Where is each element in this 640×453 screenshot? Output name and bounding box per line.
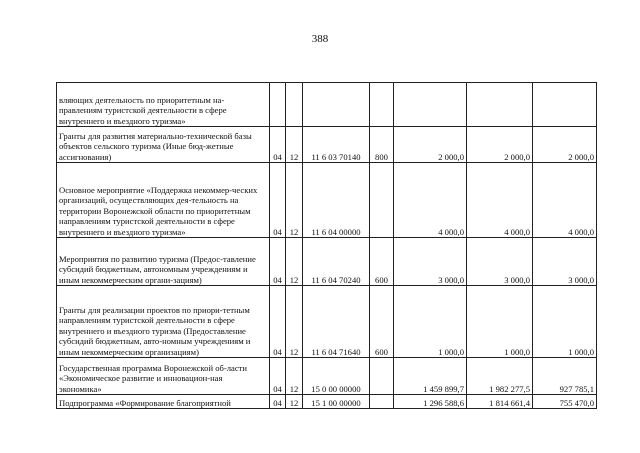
row-section: 04 — [270, 127, 286, 163]
row-expense-type: 800 — [370, 127, 394, 163]
row-amount-1: 2 000,0 — [394, 127, 467, 163]
row-amount-3: 755 470,0 — [533, 395, 597, 409]
row-subsection — [286, 83, 303, 127]
row-name: Мероприятия по развитию туризма (Предос-тавление субсидий бюджетным, автономным учреждениям и иным некоммерческим органи-зациям) — [57, 238, 270, 286]
row-target-code: 11 6 04 00000 — [303, 163, 370, 238]
row-target-code: 11 6 04 71640 — [303, 286, 370, 358]
row-name: Гранты для реализации проектов по приори-тетным направлениям туристской деятельности в сфере внутреннего и въездного туризма (Предоставление субсидий бюджетным, авто-номным учреждениям и иным некоммерческим организациям) — [57, 286, 270, 358]
row-expense-type — [370, 83, 394, 127]
row-amount-1: 1 296 588,6 — [394, 395, 467, 409]
row-amount-1: 3 000,0 — [394, 238, 467, 286]
row-target-code — [303, 83, 370, 127]
budget-table — [56, 82, 597, 409]
row-subsection: 12 — [286, 286, 303, 358]
row-subsection: 12 — [286, 127, 303, 163]
row-amount-2: 3 000,0 — [467, 238, 533, 286]
row-name: Подпрограмма «Формирование благоприятной — [57, 395, 270, 409]
row-target-code: 11 6 04 70240 — [303, 238, 370, 286]
row-section: 04 — [270, 286, 286, 358]
row-subsection: 12 — [286, 358, 303, 395]
row-name: Основное мероприятие «Поддержка некоммер-ческих организаций, осуществляющих дея-тельность на территории Воронежской области по приоритетным направлениям туристской деятельности в сфере внутреннего и въездного туризма» — [57, 163, 270, 238]
row-amount-2: 1 814 661,4 — [467, 395, 533, 409]
row-subsection: 12 — [286, 395, 303, 409]
row-target-code: 15 1 00 00000 — [303, 395, 370, 409]
row-subsection: 12 — [286, 238, 303, 286]
row-amount-1: 1 459 899,7 — [394, 358, 467, 395]
row-amount-1 — [394, 83, 467, 127]
row-section: 04 — [270, 238, 286, 286]
row-amount-2: 4 000,0 — [467, 163, 533, 238]
table-row — [57, 238, 597, 286]
row-name: Государственная программа Воронежской об-ласти «Экономическое развитие и инновацион-ная экономика» — [57, 358, 270, 395]
row-subsection: 12 — [286, 163, 303, 238]
row-section: 04 — [270, 358, 286, 395]
row-amount-3: 927 785,1 — [533, 358, 597, 395]
table-row — [57, 286, 597, 358]
row-amount-3: 1 000,0 — [533, 286, 597, 358]
page-number: 388 — [311, 33, 329, 45]
row-amount-3 — [533, 83, 597, 127]
row-amount-2: 1 982 277,5 — [467, 358, 533, 395]
row-amount-3: 4 000,0 — [533, 163, 597, 238]
row-target-code: 11 6 03 70140 — [303, 127, 370, 163]
row-expense-type — [370, 395, 394, 409]
row-expense-type: 600 — [370, 286, 394, 358]
row-amount-1: 1 000,0 — [394, 286, 467, 358]
table-row — [57, 83, 597, 127]
row-amount-2: 1 000,0 — [467, 286, 533, 358]
row-section: 04 — [270, 395, 286, 409]
row-name: вляющих деятельность по приоритетным на-правлениям туристской деятельности в сфере внутреннего и въездного туризма» — [57, 83, 270, 127]
row-amount-2: 2 000,0 — [467, 127, 533, 163]
row-amount-3: 2 000,0 — [533, 127, 597, 163]
row-section — [270, 83, 286, 127]
row-expense-type — [370, 358, 394, 395]
table-row — [57, 127, 597, 163]
row-expense-type — [370, 163, 394, 238]
table-row — [57, 358, 597, 395]
table-row — [57, 395, 597, 409]
row-target-code: 15 0 00 00000 — [303, 358, 370, 395]
row-expense-type: 600 — [370, 238, 394, 286]
row-name: Гранты для развития материально-технической базы объектов сельского туризма (Иные бюд-жетные ассигнования) — [57, 127, 270, 163]
row-section: 04 — [270, 163, 286, 238]
row-amount-3: 3 000,0 — [533, 238, 597, 286]
table-row — [57, 163, 597, 238]
row-amount-2 — [467, 83, 533, 127]
row-amount-1: 4 000,0 — [394, 163, 467, 238]
